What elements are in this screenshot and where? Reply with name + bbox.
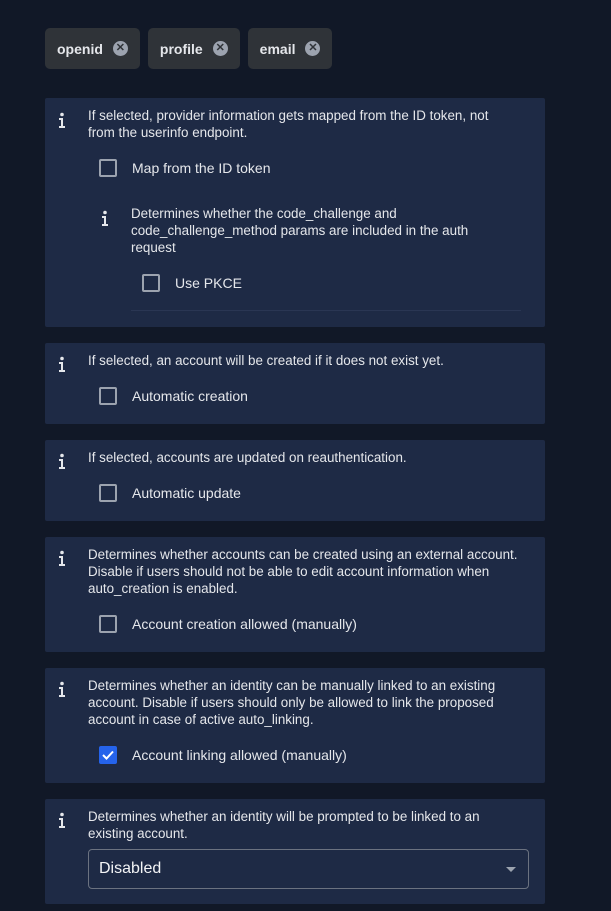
scope-chip-label: openid [57, 40, 103, 57]
pkce-description: Determines whether the code_challenge and code_challenge_method params are included in the auth request [131, 206, 469, 255]
map-id-token-checkbox-row[interactable] [99, 159, 271, 177]
divider [131, 310, 521, 311]
auto-creation-label: Automatic creation [132, 388, 248, 404]
info-icon [57, 112, 67, 129]
close-circle-icon[interactable]: ✕ [113, 41, 128, 56]
auto-linking-select[interactable] [88, 849, 529, 889]
info-icon [57, 812, 67, 829]
info-icon [57, 681, 67, 698]
auto-creation-description: If selected, an account will be created if it does not exist yet. [88, 353, 444, 368]
creation-allowed-checkbox[interactable] [99, 615, 117, 633]
auto-creation-checkbox[interactable] [99, 387, 117, 405]
auto-update-label: Automatic update [132, 485, 241, 501]
creation-allowed-label: Account creation allowed (manually) [132, 616, 357, 632]
auto-linking-description: Determines whether an identity will be prompted to be linked to an existing account. [88, 809, 480, 841]
map-id-token-description: If selected, provider information gets mapped from the ID token, not from the userinfo endpoint. [88, 108, 489, 140]
linking-allowed-checkbox-row[interactable] [99, 746, 347, 764]
scope-chip-openid [45, 28, 140, 69]
info-icon [57, 550, 67, 567]
auto-creation-checkbox-row[interactable] [99, 387, 248, 405]
scope-chip-email [248, 28, 333, 69]
auto-linking-selected-value: Disabled [99, 860, 162, 877]
scope-chip-label: profile [159, 40, 203, 57]
linking-allowed-checkbox[interactable] [99, 746, 117, 764]
info-icon [57, 453, 67, 470]
auto-update-description: If selected, accounts are updated on reauthentication. [88, 450, 407, 465]
scope-chip-label: email [259, 40, 296, 57]
pkce-checkbox-row[interactable] [142, 274, 242, 292]
info-icon [57, 356, 67, 373]
map-id-token-checkbox[interactable] [99, 159, 117, 177]
auto-update-checkbox[interactable] [99, 484, 117, 502]
pkce-label: Use PKCE [175, 275, 242, 291]
auto-update-checkbox-row[interactable] [99, 484, 241, 502]
close-circle-icon[interactable]: ✕ [305, 41, 320, 56]
linking-allowed-description: Determines whether an identity can be manually linked to an existing account. Disable if users should only be allowed to link the proposed account in case of active auto_linking. [88, 678, 496, 727]
check-icon [102, 750, 114, 760]
close-circle-icon[interactable]: ✕ [213, 41, 228, 56]
pkce-checkbox[interactable] [142, 274, 160, 292]
scope-chip-list [45, 28, 332, 69]
creation-allowed-description: Determines whether accounts can be created using an external account. Disable if users should not be able to edit account information when auto_creation is enabled. [88, 547, 518, 596]
map-id-token-label: Map from the ID token [132, 160, 271, 176]
linking-allowed-label: Account linking allowed (manually) [132, 747, 347, 763]
info-icon [100, 210, 110, 227]
chevron-down-icon[interactable] [506, 867, 516, 872]
creation-allowed-checkbox-row[interactable] [99, 615, 357, 633]
scope-chip-profile [148, 28, 240, 69]
